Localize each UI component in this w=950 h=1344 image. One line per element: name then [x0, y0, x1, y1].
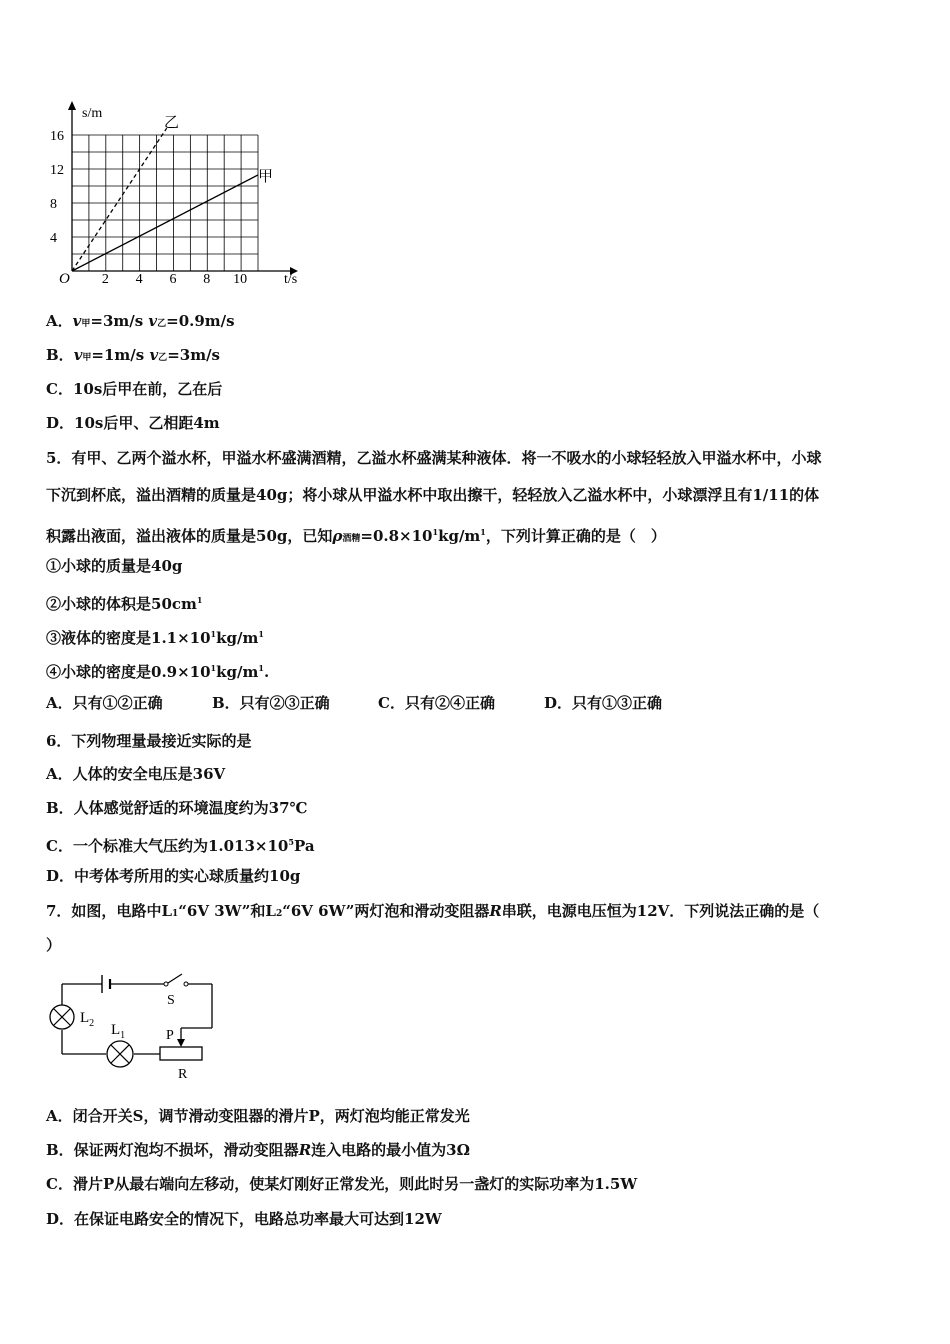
q5-stem-line3: 积露出液面，溢出液体的质量是50g，已知ρ酒精$=0.8\times 10^1kg/m^1$，下列计算正确的是（ ）: [46, 527, 666, 545]
q4-option-a: A．v甲=3m/s v乙=0.9m/s: [46, 312, 235, 330]
y-tick-label: 12: [50, 163, 64, 178]
q6-option-c: C．一个标准大气压约为$1.013\times 10^5Pa$: [46, 837, 315, 855]
circuit-diagram: [42, 968, 232, 1083]
q5-option-b: B．只有②③正确: [212, 694, 330, 712]
y-axis-arrow: [68, 101, 76, 110]
series-label-yi: 乙: [164, 115, 180, 131]
q4-option-c: C．10s后甲在前，乙在后: [46, 380, 223, 398]
series-line-yi: [72, 128, 167, 271]
q5-statement-1: ①小球的质量是40g: [46, 557, 183, 575]
q7-option-a: A．闭合开关S，调节滑动变阻器的滑片P，两灯泡均能正常发光: [46, 1107, 470, 1125]
q5-stem-line2: 下沉到杯底，溢出酒精的质量是40g；将小球从甲溢水杯中取出擦干，轻轻放入乙溢水杯中，小球漂浮且有1/11的体: [46, 486, 820, 504]
lamp-l2: [50, 1005, 74, 1029]
series-label-jia: 甲: [258, 169, 274, 185]
q5-options: [46, 693, 662, 713]
q7-stem-line2: ）: [46, 936, 62, 954]
q5-stem-line1: 5．有甲、乙两个溢水杯，甲溢水杯盛满酒精，乙溢水杯盛满某种液体．将一不吸水的小球轻轻放入甲溢水杯中，小球: [46, 449, 822, 467]
lamp-l2-label: $L_2$: [80, 1010, 95, 1029]
lamp-l1: [107, 1041, 133, 1067]
graph-grid: [72, 135, 258, 271]
st-graph: [40, 95, 360, 295]
rheostat-r: [160, 1047, 202, 1060]
graph-axes: [68, 101, 298, 275]
x-tick-label: 6: [169, 272, 177, 287]
q5-option-d: D．只有①③正确: [544, 694, 663, 712]
q6-option-d: D．中考体考所用的实心球质量约10g: [46, 867, 301, 885]
q5-option-c: C．只有②④正确: [378, 694, 495, 712]
x-axis-label: t/s: [284, 272, 298, 287]
q6-option-a: A．人体的安全电压是36V: [46, 765, 226, 783]
q5-statement-3: ③液体的密度是$1.1\times 10^1kg/m^1$: [46, 629, 264, 647]
q5-statement-2: ②小球的体积是$50cm^1$: [46, 595, 203, 613]
rheostat-label: R: [178, 1067, 188, 1082]
q5-option-a: A．只有①②正确: [46, 694, 163, 712]
y-tick-label: 8: [50, 197, 57, 212]
y-tick-label: 4: [50, 231, 57, 246]
slider-arrow: [177, 1039, 185, 1047]
q4-option-b: B．v甲=1m/s v乙=3m/s: [46, 346, 220, 364]
q6-stem: 6．下列物理量最接近实际的是: [46, 732, 252, 750]
y-tick-label: 16: [50, 129, 64, 144]
lamp-l1-label: $L_1$: [111, 1022, 126, 1041]
y-axis-label: s/m: [82, 106, 103, 121]
q4-option-d: D．10s后甲、乙相距4m: [46, 414, 220, 432]
slider-label: P: [166, 1028, 174, 1043]
x-tick-label: 10: [233, 272, 248, 287]
q7-option-c: C．滑片P从最右端向左移动，使某灯刚好正常发光，则此时另一盏灯的实际功率为1.5W: [46, 1175, 638, 1193]
q7-stem-line1: 7．如图，电路中L1“6V 3W”和L2“6V 6W”两灯泡和滑动变阻器R串联，电源电压恒为12V．下列说法正确的是（: [46, 902, 820, 920]
switch-s: [164, 974, 188, 986]
q5-statement-4: ④小球的密度是$0.9\times 10^1kg/m^1$.: [46, 663, 270, 681]
q7-option-d: D．在保证电路安全的情况下，电路总功率最大可达到12W: [46, 1210, 442, 1228]
origin-label: O: [59, 271, 70, 287]
switch-label: S: [167, 993, 175, 1008]
x-tick-label: 8: [203, 272, 211, 287]
series-line-jia: [72, 175, 258, 271]
q7-option-b: B．保证两灯泡均不损坏，滑动变阻器R连入电路的最小值为3Ω: [46, 1141, 470, 1159]
x-tick-label: 2: [101, 272, 109, 287]
q6-option-b: B．人体感觉舒适的环境温度约为37℃: [46, 799, 308, 817]
x-tick-label: 4: [135, 272, 143, 287]
